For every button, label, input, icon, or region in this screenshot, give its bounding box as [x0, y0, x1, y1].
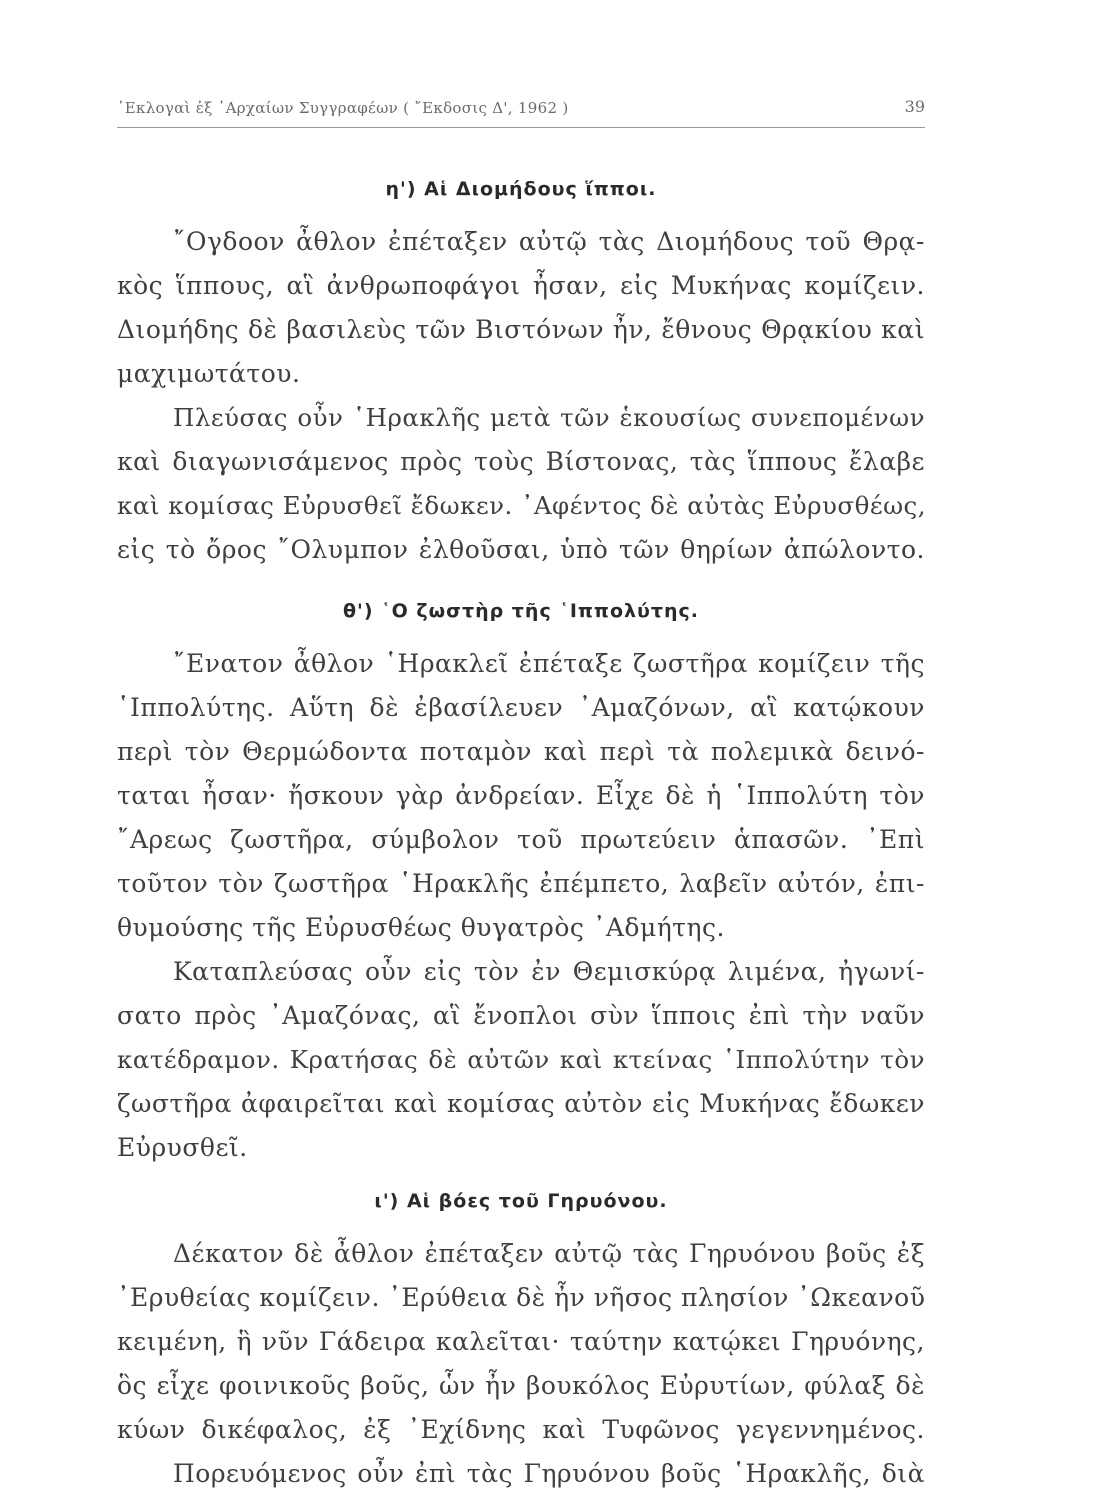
text-line: Πλεύσας οὖν ῾Ηρακλῆς μετὰ τῶν ἑκουσίως συνεπομένων: [173, 403, 925, 432]
text-line: Καταπλεύσας οὖν εἰς τὸν ἐν Θεμισκύρᾳ λιμένα, ἠγωνί-: [173, 957, 925, 986]
text-line: μαχιμωτάτου.: [117, 359, 301, 388]
text-line: Διομήδης δὲ βασιλεὺς τῶν Βιστόνων ἦν, ἔθνους Θρᾳκίου καὶ: [117, 315, 925, 344]
section-heading: ι') Αἱ βόες τοῦ Γηρυόνου.: [374, 1190, 668, 1212]
text-line: Εὐρυσθεῖ.: [117, 1133, 248, 1162]
paragraph: [117, 396, 925, 572]
text-line: εἰς τὸ ὄρος ῎Ολυμπον ἐλθοῦσαι, ὑπὸ τῶν θηρίων ἀπώλοντο.: [117, 535, 925, 564]
text-line: κειμένη, ἣ νῦν Γάδειρα καλεῖται· ταύτην κατῴκει Γηρυόνης,: [117, 1327, 925, 1356]
text-line: ταται ἦσαν· ἤσκουν γὰρ ἀνδρείαν. Εἶχε δὲ ἡ ῾Ιππολύτη τὸν: [117, 781, 925, 810]
paragraph: [117, 1452, 925, 1496]
text-body: [117, 172, 925, 1496]
paragraph: [117, 1232, 925, 1452]
text-line: σατο πρὸς ᾿Αμαζόνας, αἳ ἔνοπλοι σὺν ἵπποις ἐπὶ τὴν ναῦν: [117, 1001, 925, 1030]
text-line: τοῦτον τὸν ζωστῆρα ῾Ηρακλῆς ἐπέμπετο, λαβεῖν αὐτόν, ἐπι-: [117, 869, 925, 898]
page-header: [117, 97, 925, 128]
text-line: κύων δικέφαλος, ἐξ ᾿Εχίδνης καὶ Τυφῶνος γεγεννημένος.: [117, 1415, 925, 1444]
text-line: κὸς ἵππους, αἳ ἀνθρωποφάγοι ἦσαν, εἰς Μυκήνας κομίζειν.: [117, 271, 925, 300]
page-number: 39: [904, 97, 925, 116]
paragraph: [117, 220, 925, 396]
text-line: ῾Ιππολύτης. Αὕτη δὲ ἐβασίλευεν ᾿Αμαζόνων, αἳ κατῴκουν: [117, 693, 925, 722]
section-heading: η') Αἱ Διομήδους ἵπποι.: [385, 178, 657, 200]
text-line: περὶ τὸν Θερμώδοντα ποταμὸν καὶ περὶ τὰ πολεμικὰ δεινό-: [117, 737, 925, 766]
text-line: ῎Αρεως ζωστῆρα, σύμβολον τοῦ πρωτεύειν ἁπασῶν. ᾿Επὶ: [117, 825, 925, 854]
text-line: ῎Ογδοον ἆθλον ἐπέταξεν αὐτῷ τὰς Διομήδους τοῦ Θρᾳ-: [173, 227, 925, 256]
paragraph: [117, 950, 925, 1170]
running-head: ᾿Εκλογαὶ ἐξ ᾿Αρχαίων Συγγραφέων ( ῎Εκδοσις Δ', 1962 ): [117, 99, 569, 117]
text-line: Πορευόμενος οὖν ἐπὶ τὰς Γηρυόνου βοῦς ῾Ηρακλῆς, διὰ: [173, 1459, 925, 1488]
paragraph: [117, 642, 925, 950]
text-line: ζωστῆρα ἀφαιρεῖται καὶ κομίσας αὐτὸν εἰς Μυκήνας ἔδωκεν: [117, 1089, 925, 1118]
text-line: ῎Ενατον ἆθλον ῾Ηρακλεῖ ἐπέταξε ζωστῆρα κομίζειν τῆς: [173, 649, 925, 678]
text-line: θυμούσης τῆς Εὐρυσθέως θυγατρὸς ᾿Αδμήτης.: [117, 913, 725, 942]
text-line: Δέκατον δὲ ἆθλον ἐπέταξεν αὐτῷ τὰς Γηρυόνου βοῦς ἐξ: [173, 1239, 925, 1268]
section-heading: θ') ῾Ο ζωστὴρ τῆς ῾Ιππολύτης.: [342, 600, 700, 622]
text-line: καὶ κομίσας Εὐρυσθεῖ ἔδωκεν. ᾿Αφέντος δὲ αὐτὰς Εὐρυσθέως,: [117, 491, 927, 520]
text-line: καὶ διαγωνισάμενος πρὸς τοὺς Βίστονας, τὰς ἵππους ἔλαβε: [117, 447, 925, 476]
text-line: κατέδραμον. Κρατήσας δὲ αὐτῶν καὶ κτείνας ῾Ιππολύτην τὸν: [117, 1045, 925, 1074]
text-line: ὃς εἶχε φοινικοῦς βοῦς, ὧν ἦν βουκόλος Εὐρυτίων, φύλαξ δὲ: [117, 1371, 925, 1400]
text-line: ᾿Ερυθείας κομίζειν. ᾿Ερύθεια δὲ ἦν νῆσος πλησίον ᾿Ωκεανοῦ: [117, 1283, 926, 1312]
